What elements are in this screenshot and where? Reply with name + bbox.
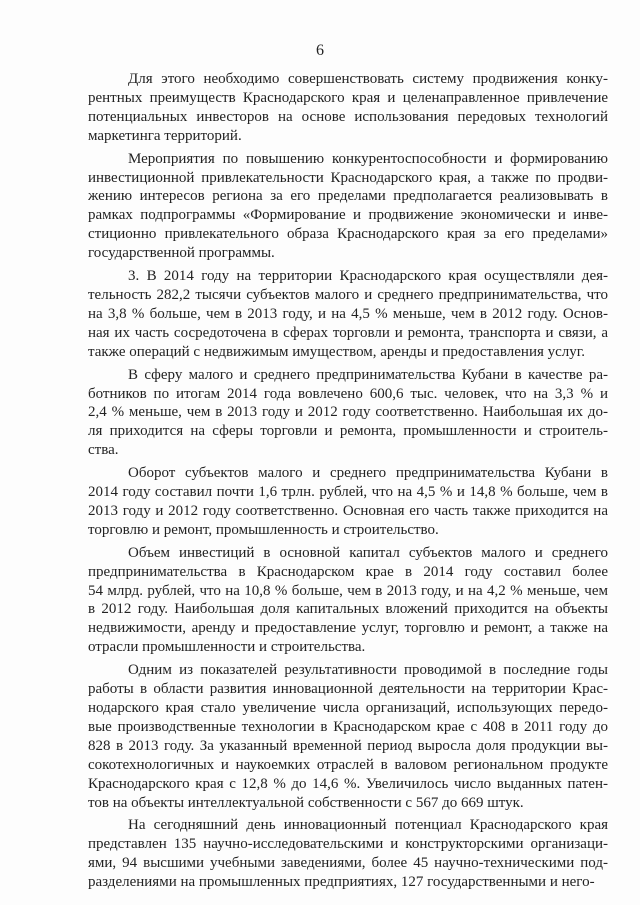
text-line: маркетинга территорий. — [88, 127, 242, 144]
document-body — [88, 70, 608, 896]
text-line: ботников по итогам 2014 года вовлечено 600,6 тыс. человек, что на 3,3 % и — [88, 385, 608, 402]
text-line: ная их часть сосредоточена в сферах торговли и ремонта, транспорта и связи, а — [88, 324, 608, 341]
text-line: 2,4 % меньше, чем в 2013 году и 2012 году соответственно. Наибольшая их до- — [88, 404, 608, 421]
text-line: 54 млрд. рублей, что на 10,8 % больше, чем в 2013 году, и на 4,2 % меньше, чем — [88, 582, 608, 599]
text-line: разделениями на промышленных предприятиях, 127 государственными и него- — [88, 874, 595, 891]
text-line: Оборот субъектов малого и среднего предпринимательства Кубани в — [128, 465, 608, 482]
paragraph — [88, 464, 608, 540]
text-line: 3. В 2014 году на территории Краснодарского края осуществляли дея- — [128, 268, 608, 285]
text-line: стиционно привлекательного образа Краснодарского края за его пределами» — [88, 226, 608, 243]
text-line: в 2012 году. Наибольшая доля капитальных вложений приходится на объекты — [88, 601, 608, 618]
paragraph — [88, 544, 608, 657]
paragraph — [88, 70, 608, 146]
text-line: на 3,8 % больше, чем в 2013 году, и на 4,5 % меньше, чем в 2012 году. Основ- — [88, 305, 608, 322]
text-line: вые производственные технологии в Краснодарском крае с 408 в 2011 году до — [88, 718, 608, 735]
text-line: также операций с недвижимым имуществом, аренды и предоставления услуг. — [88, 343, 585, 360]
text-line: 2014 году составил почти 1,6 трлн. рублей, что на 4,5 % и 14,8 % больше, чем в — [88, 484, 608, 501]
text-line: Объем инвестиций в основной капитал субъектов малого и среднего — [128, 544, 608, 561]
text-line: Для этого необходимо совершенствовать систему продвижения конку- — [128, 71, 608, 87]
text-line: рентных преимуществ Краснодарского края и целенаправленное привлечение — [88, 89, 608, 106]
text-line: предпринимательства в Краснодарском крае в 2014 году составил более — [88, 563, 608, 580]
text-line: тельность 282,2 тысячи субъектов малого и среднего предпринимательства, что — [88, 286, 608, 303]
paragraph — [88, 816, 608, 892]
page-number: 6 — [316, 42, 324, 59]
text-line: ства. — [88, 442, 119, 459]
text-line: представлен 135 научно-исследовательскими и конструкторскими организаци- — [88, 836, 608, 853]
text-line: В сферу малого и среднего предпринимательства Кубани в качестве ра- — [128, 366, 608, 383]
text-line: сокотехнологичных и наукоемких отраслей в валовом региональном продукте — [88, 756, 608, 773]
text-line: Одним из показателей результативности проводимой в последние годы — [128, 662, 608, 679]
text-line: нодарского края стало увеличение числа организаций, использующих передо- — [88, 700, 608, 716]
text-line: тов на объекты интеллектуальной собственности с 567 до 669 штук. — [88, 794, 524, 811]
paragraph — [88, 661, 608, 812]
text-line: недвижимости, аренду и предоставление услуг, торговлю и ремонт, а также на — [88, 620, 608, 637]
text-line: работы в области развития инновационной деятельности на территории Крас- — [88, 681, 608, 698]
text-line: ями, 94 высшими учебными заведениями, более 45 научно-техническими под- — [88, 855, 608, 872]
text-line: Краснодарского края с 12,8 % до 14,6 %. Увеличилось число выданных патен- — [88, 775, 608, 792]
text-line: рамках подпрограммы «Формирование и продвижение экономически и инве- — [88, 207, 608, 224]
paragraph — [88, 267, 608, 362]
text-line: ля приходится на сферы торговли и ремонта, промышленности и строитель- — [88, 423, 608, 440]
text-line: 828 в 2013 году. За указанный временной период выросла доля продукции вы- — [88, 737, 608, 754]
text-line: потенциальных инвесторов на основе использования передовых технологий — [88, 108, 608, 125]
text-line: торговлю и ремонт, промышленность и строительство. — [88, 521, 439, 538]
paragraph — [88, 366, 608, 461]
text-line: инвестиционной привлекательности Краснодарского края, а также по продви- — [88, 169, 608, 186]
text-line: На сегодняшний день инновационный потенциал Краснодарского края — [128, 817, 608, 834]
text-line: 2013 году и 2012 году соответственно. Основная его часть также приходится на — [88, 502, 608, 519]
paragraph — [88, 150, 608, 263]
text-line: Мероприятия по повышению конкурентоспособности и формированию — [128, 150, 608, 167]
text-line: государственной программы. — [88, 245, 275, 262]
text-line: отрасли промышленности и строительства. — [88, 639, 366, 656]
text-line: жению интересов региона за его пределами предполагается реализовывать в — [88, 188, 608, 205]
